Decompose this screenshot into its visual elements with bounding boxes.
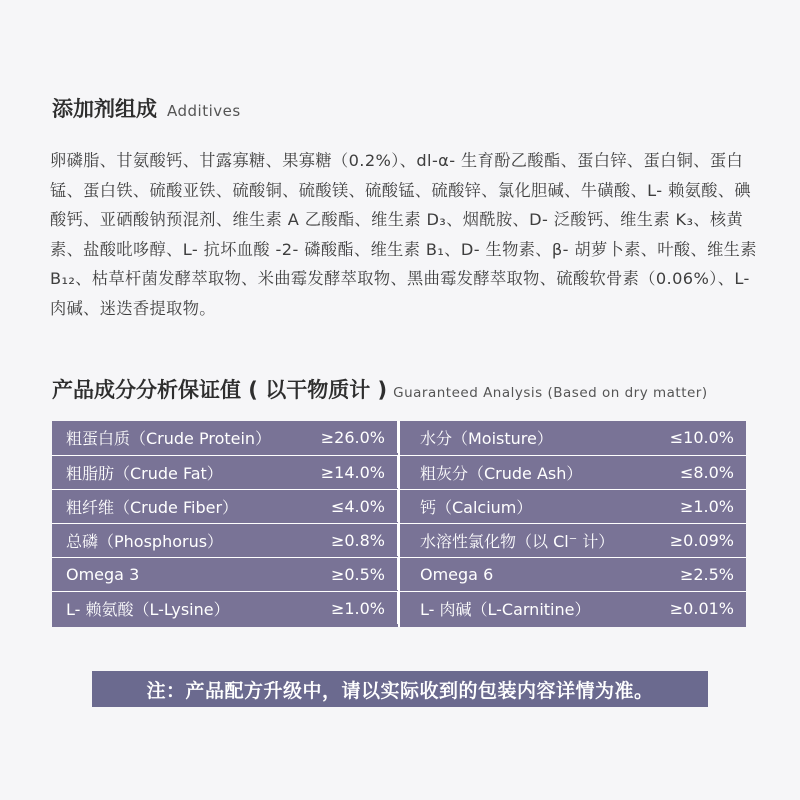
nutrient-value: ≥1.0% <box>679 496 734 516</box>
notice-text: 注：产品配方升级中，请以实际收到的包装内容详情为准。 <box>146 679 654 702</box>
analysis-title-cn: 产品成分分析保证值 ( 以干物质计 ) <box>52 378 388 402</box>
table-row <box>52 524 746 557</box>
nutrient-label: L- 肉碱（L-Carnitine） <box>420 599 591 619</box>
nutrient-label: 粗蛋白质（Crude Protein） <box>66 428 272 448</box>
table-row <box>52 421 746 454</box>
guaranteed-analysis-table <box>52 421 746 627</box>
table-row <box>52 490 746 523</box>
formula-update-notice <box>92 671 708 707</box>
nutrient-label: Omega 3 <box>66 564 140 584</box>
nutrient-cell <box>400 456 746 488</box>
nutrient-label: 钙（Calcium） <box>420 497 533 517</box>
nutrient-label: 粗灰分（Crude Ash） <box>420 463 583 483</box>
nutrient-value: ≤4.0% <box>330 496 385 516</box>
table-row <box>52 592 746 625</box>
nutrient-label: Omega 6 <box>420 564 494 584</box>
nutrient-cell <box>400 421 746 453</box>
table-row <box>52 558 746 591</box>
additives-heading <box>52 93 241 123</box>
nutrient-label: 总磷（Phosphorus） <box>66 531 224 551</box>
nutrient-cell <box>400 558 746 590</box>
nutrient-cell <box>52 456 398 488</box>
nutrient-label: 粗纤维（Crude Fiber） <box>66 497 239 517</box>
nutrient-cell <box>52 524 398 556</box>
nutrient-label: 粗脂肪（Crude Fat） <box>66 463 223 483</box>
nutrient-cell <box>400 490 746 522</box>
additives-title-en: Additives <box>167 102 241 120</box>
nutrient-label: 水溶性氯化物（以 Cl⁻ 计） <box>420 531 615 551</box>
table-row <box>52 456 746 489</box>
additives-list: 卵磷脂、甘氨酸钙、甘露寡糖、果寡糖（0.2%）、dl-α- 生育酚乙酸酯、蛋白锌、蛋白铜、蛋白锰、蛋白铁、硫酸亚铁、硫酸铜、硫酸镁、硫酸锰、硫酸锌、氯化胆碱、牛磺酸、L- 赖氨酸、碘酸钙、亚硒酸钠预混剂、维生素 A 乙酸酯、维生素 D₃、烟酰胺、D- 泛酸钙、维生素 K₃、核黄素、盐酸吡哆醇、L- 抗坏血酸 -2- 磷酸酯、维生素 B₁、D- 生物素、β- 胡萝卜素、叶酸、维生素 B₁₂、枯草杆菌发酵萃取物、米曲霉发酵萃取物、黑曲霉发酵萃取物、硫酸软骨素（0.06%）、L- 肉碱、迷迭香提取物。 <box>50 151 757 318</box>
nutrient-value: ≤10.0% <box>669 427 734 447</box>
nutrient-value: ≥1.0% <box>330 598 385 618</box>
nutrient-value: ≤8.0% <box>679 462 734 482</box>
nutrient-cell <box>52 490 398 522</box>
nutrient-cell <box>400 592 746 624</box>
nutrient-value: ≥0.09% <box>669 530 734 550</box>
additives-title-cn: 添加剂组成 <box>52 97 157 121</box>
nutrient-cell <box>52 558 398 590</box>
analysis-heading <box>52 374 708 404</box>
analysis-title-en: Guaranteed Analysis (Based on dry matter) <box>393 385 708 401</box>
nutrient-cell <box>52 421 398 453</box>
nutrient-label: L- 赖氨酸（L-Lysine） <box>66 599 230 619</box>
nutrient-value: ≥14.0% <box>320 462 385 482</box>
nutrient-cell <box>400 524 746 556</box>
nutrient-value: ≥0.01% <box>669 598 734 618</box>
nutrient-value: ≥0.8% <box>330 530 385 550</box>
nutrient-label: 水分（Moisture） <box>420 428 553 448</box>
nutrient-value: ≥26.0% <box>320 427 385 447</box>
nutrient-value: ≥2.5% <box>679 564 734 584</box>
nutrient-cell <box>52 592 398 624</box>
nutrient-value: ≥0.5% <box>330 564 385 584</box>
